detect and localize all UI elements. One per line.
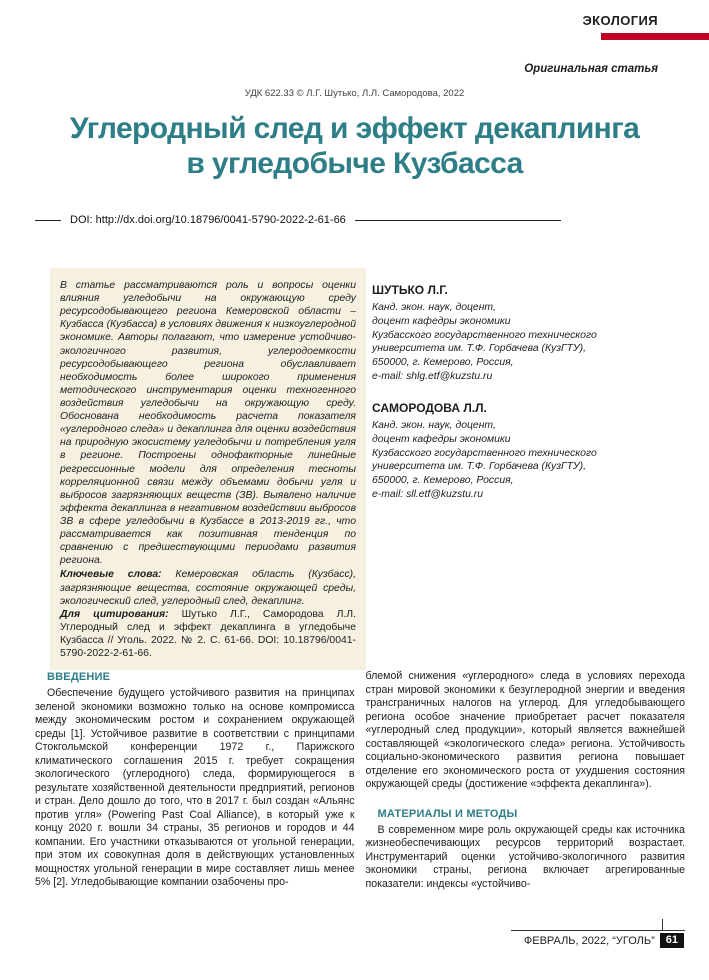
- introduction-heading: ВВЕДЕНИЕ: [47, 671, 111, 683]
- keywords-text: Кемеровская область (Кузбасс), загрязняющие вещества, состояние окружающей среды, экологический след, углеродный след, декаплинг.: [60, 569, 357, 607]
- article-title: [0, 111, 709, 181]
- page-number-badge: 61: [660, 933, 684, 948]
- author-position: доцент кафедры экономики: [372, 433, 511, 445]
- udc-copyright-line: УДК 622.33 © Л.Г. Шутько, Л.Л. Самородова, 2022: [244, 88, 465, 99]
- introduction-paragraph: Обеспечение будущего устойчивого развития на принципах зеленой экономики возможно только на основе компромисса между экономическим ростом и сохранением окружающей среды [1]. Устойчивое развитие в соответствии с принципами Стокгольмской конференции 1972 г., Парижского климатического соглашения 2015 г. требует сокращения экологического (углеродного) следа, формирующегося в результате хозяйственной деятельности предприятий, регионов и стран. Дело дошло до того, что в 2017 г. был создан «Альянс против угля» (Powering Past Coal Alliance), в который уже к концу 2020 г. вошли 34 страны, 35 регионов и городов и 44 компании. Его участники отказываются от угольной генерации, при этом их совокупная доля в действующих установленных мощностях угольной генерации в мире составляет лишь менее 5% [2]. Угледобывающие компании озабочены про-: [35, 687, 355, 889]
- citation-label: Для цитирования:: [60, 608, 169, 620]
- author-name: САМОРОДОВА Л.Л.: [372, 400, 487, 415]
- article-title-line1: Углеродный след и эффект декаплинга: [69, 112, 640, 145]
- author-affiliation-2: университета им. Т.Ф. Горбачева (КузГТУ),: [372, 461, 587, 473]
- author-name: ШУТЬКО Л.Г.: [372, 283, 448, 297]
- author-position: доцент кафедры экономики: [372, 315, 511, 327]
- author-affiliation-1: Кузбасского государственного технического: [372, 447, 597, 459]
- footer-journal-line: ФЕВРАЛЬ, 2022, “УГОЛЬ”: [523, 934, 655, 947]
- abstract-text: В статье рассматриваются роль и вопросы оценки влияния угледобычи на окружающую среду ресурсодобывающего региона Кемеровской области – Кузбасса (Кузбасса) в условиях движения к низкоуглеродной экономике. Авторы полагают, что измерение устойчиво-экологичного развития, углеродоемкости ресурсодобывающего региона обуславливает необходимость более широкого применения методического инструментария оценки техногенного воздействия угледобычи на окружающую среду. Обоснована необходимость расчета показателя «углеродного следа» и декаплинга для оценки воздействия на природную экосистему угледобычи и потребления угля в регионе. Построены однофакторные линейные регрессионные модели для определения тесноты корреляционной связи между объемами добычи угля и выбросов загрязняющих веществ (ЗВ). Выявлено наличие эффекта декаплинга в негативном воздействии выбросов ЗВ в сфере угледобычи в Кузбассе в 2013-2019 гг., что рассматривается как позитивная тенденция по сравнению с предшествующими периодами развития региона.: [60, 280, 356, 567]
- doi-row: [35, 214, 561, 226]
- authors-block: [372, 283, 687, 519]
- citation-text: Шутько Л.Г., Самородова Л.Л. Углеродный след и эффект декаплинга в угледобыче Кузбасса // Уголь. 2022. № 2. С. 61-66. DOI: 10.18796/0041-5790-2022-2-61-66.: [60, 608, 357, 660]
- introduction-continuation-paragraph: блемой снижения «углеродного» следа в условиях перехода стран мировой экономики к безуглеродной энергии и введения трансграничных налогов на углерод. Для угледобывающего региона особое значение приобретает расчет показателя «углеродный след продукции», который является важнейшей составляющей «экологического следа» региона. Устойчивость социально-экономического развития региона повышает отделение его экономического роста от ухудшения состояния окружающей среды (достижение «эффекта декаплинга»).: [365, 670, 685, 790]
- body-column-left: [35, 670, 355, 891]
- citation-paragraph: [60, 608, 356, 660]
- methods-paragraph: В современном мире роль окружающей среды как источника жизнеобеспечивающих ресурсов территорий возрастает. Инструментарий оценки устойчиво-экологичного развития экономики страны, региона включает агрегированные показатели: индексы «устойчиво-: [365, 823, 685, 890]
- article-title-line2: в угледобыче Кузбасса: [186, 147, 523, 181]
- author-address: 650000, г. Кемерово, Россия,: [372, 475, 514, 487]
- section-label: ЭКОЛОГИЯ: [582, 13, 658, 28]
- keywords-label: Ключевые слова:: [60, 569, 162, 581]
- author-card: [372, 283, 687, 384]
- keywords-paragraph: [60, 568, 356, 607]
- doi-right-rule: [355, 220, 561, 221]
- author-affiliation-1: Кузбасского государственного технического: [372, 329, 597, 341]
- body-column-right: [366, 670, 686, 891]
- doi-left-rule: [35, 220, 61, 221]
- footer-rule: [511, 930, 685, 931]
- author-affiliation-2: университета им. Т.Ф. Горбачева (КузГТУ),: [372, 343, 587, 355]
- footer-tick: [662, 919, 663, 931]
- abstract-box: [50, 268, 366, 670]
- author-degree: Канд. экон. наук, доцент,: [372, 301, 496, 313]
- author-address: 650000, г. Кемерово, Россия,: [372, 357, 514, 369]
- body-columns: [35, 670, 685, 891]
- author-email: e-mail: sll.etf@kuzstu.ru: [372, 489, 484, 501]
- section-accent-bar: [601, 33, 709, 40]
- doi-link: DOI: http://dx.doi.org/10.18796/0041-5790-2022-2-61-66: [70, 214, 346, 226]
- author-degree: Канд. экон. наук, доцент,: [372, 419, 496, 431]
- author-email: e-mail: shlg.etf@kuzstu.ru: [372, 371, 493, 383]
- author-card: [372, 401, 687, 502]
- footer: [524, 933, 684, 948]
- article-type-label: Оригинальная статья: [524, 63, 658, 75]
- methods-heading: МАТЕРИАЛЫ И МЕТОДЫ: [377, 807, 518, 820]
